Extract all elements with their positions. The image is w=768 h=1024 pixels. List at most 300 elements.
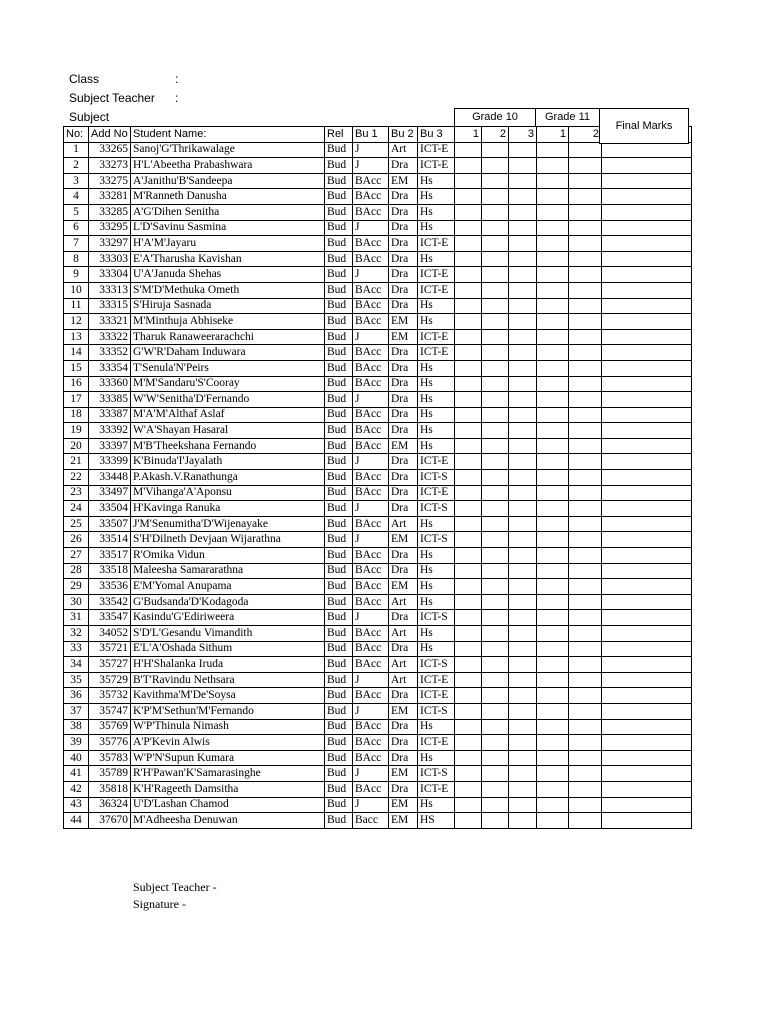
mark-cell[interactable] (455, 314, 482, 330)
mark-cell[interactable] (455, 813, 482, 829)
mark-cell[interactable] (569, 392, 602, 408)
row-bu3: Hs (418, 392, 455, 408)
mark-cell[interactable] (509, 142, 537, 158)
final-mark-cell[interactable] (602, 282, 692, 298)
mark-cell[interactable] (455, 657, 482, 673)
row-bu2: EM (389, 173, 418, 189)
mark-cell[interactable] (509, 376, 537, 392)
mark-cell[interactable] (455, 610, 482, 626)
mark-cell[interactable] (482, 470, 509, 486)
mark-cell[interactable] (509, 797, 537, 813)
row-bu3: Hs (418, 563, 455, 579)
mark-cell[interactable] (569, 282, 602, 298)
mark-cell[interactable] (509, 532, 537, 548)
mark-cell[interactable] (455, 750, 482, 766)
mark-cell[interactable] (455, 189, 482, 205)
col-g11-term2: 2 (569, 127, 602, 143)
mark-cell[interactable] (455, 267, 482, 283)
final-mark-cell[interactable] (602, 563, 692, 579)
mark-cell[interactable] (509, 251, 537, 267)
row-bu3: ICT-S (418, 610, 455, 626)
final-mark-cell[interactable] (602, 329, 692, 345)
mark-cell[interactable] (569, 142, 602, 158)
row-rel: Bud (325, 251, 353, 267)
mark-cell[interactable] (537, 657, 569, 673)
mark-cell[interactable] (455, 329, 482, 345)
mark-cell[interactable] (569, 360, 602, 376)
mark-cell[interactable] (537, 813, 569, 829)
mark-cell[interactable] (509, 548, 537, 564)
mark-cell[interactable] (569, 516, 602, 532)
mark-cell[interactable] (509, 501, 537, 517)
mark-cell[interactable] (509, 267, 537, 283)
mark-cell[interactable] (509, 189, 537, 205)
final-mark-cell[interactable] (602, 220, 692, 236)
final-mark-cell[interactable] (602, 797, 692, 813)
row-student-name: T'Senula'N'Peirs (131, 360, 325, 376)
mark-cell[interactable] (537, 672, 569, 688)
mark-cell[interactable] (482, 516, 509, 532)
row-bu3: ICT-E (418, 485, 455, 501)
mark-cell[interactable] (509, 298, 537, 314)
final-mark-cell[interactable] (602, 672, 692, 688)
mark-cell[interactable] (482, 797, 509, 813)
final-mark-cell[interactable] (602, 626, 692, 642)
mark-cell[interactable] (569, 797, 602, 813)
final-mark-cell[interactable] (602, 485, 692, 501)
final-mark-cell[interactable] (602, 173, 692, 189)
mark-cell[interactable] (455, 204, 482, 220)
mark-cell[interactable] (537, 314, 569, 330)
mark-cell[interactable] (482, 735, 509, 751)
mark-cell[interactable] (537, 298, 569, 314)
mark-cell[interactable] (455, 438, 482, 454)
mark-cell[interactable] (509, 392, 537, 408)
final-mark-cell[interactable] (602, 407, 692, 423)
mark-cell[interactable] (509, 454, 537, 470)
mark-cell[interactable] (537, 610, 569, 626)
mark-cell[interactable] (482, 236, 509, 252)
mark-cell[interactable] (455, 735, 482, 751)
mark-cell[interactable] (569, 173, 602, 189)
mark-cell[interactable] (482, 454, 509, 470)
mark-cell[interactable] (537, 423, 569, 439)
final-mark-cell[interactable] (602, 438, 692, 454)
mark-cell[interactable] (509, 329, 537, 345)
mark-cell[interactable] (455, 626, 482, 642)
mark-cell[interactable] (509, 345, 537, 361)
mark-cell[interactable] (482, 641, 509, 657)
mark-cell[interactable] (569, 781, 602, 797)
row-no: 43 (64, 797, 89, 813)
row-bu3: Hs (418, 438, 455, 454)
row-bu1: BAcc (353, 423, 389, 439)
mark-cell[interactable] (482, 781, 509, 797)
mark-cell[interactable] (455, 236, 482, 252)
mark-cell[interactable] (455, 501, 482, 517)
mark-cell[interactable] (569, 251, 602, 267)
row-bu3: ICT-E (418, 781, 455, 797)
mark-cell[interactable] (509, 688, 537, 704)
table-row (64, 532, 692, 548)
mark-cell[interactable] (482, 579, 509, 595)
final-mark-cell[interactable] (602, 813, 692, 829)
mark-cell[interactable] (537, 236, 569, 252)
row-bu2: Dra (389, 750, 418, 766)
final-mark-cell[interactable] (602, 454, 692, 470)
mark-cell[interactable] (537, 719, 569, 735)
row-bu3: ICT-E (418, 158, 455, 174)
mark-cell[interactable] (537, 454, 569, 470)
mark-cell[interactable] (509, 282, 537, 298)
row-no: 23 (64, 485, 89, 501)
mark-cell[interactable] (482, 766, 509, 782)
mark-cell[interactable] (569, 267, 602, 283)
mark-cell[interactable] (569, 532, 602, 548)
mark-cell[interactable] (482, 360, 509, 376)
mark-cell[interactable] (482, 594, 509, 610)
final-mark-cell[interactable] (602, 657, 692, 673)
row-add-no: 35776 (89, 735, 131, 751)
final-mark-cell[interactable] (602, 735, 692, 751)
mark-cell[interactable] (482, 501, 509, 517)
mark-cell[interactable] (569, 563, 602, 579)
mark-cell[interactable] (455, 407, 482, 423)
mark-cell[interactable] (569, 314, 602, 330)
mark-cell[interactable] (509, 314, 537, 330)
mark-cell[interactable] (537, 641, 569, 657)
mark-cell[interactable] (509, 470, 537, 486)
mark-cell[interactable] (569, 579, 602, 595)
mark-cell[interactable] (455, 282, 482, 298)
mark-cell[interactable] (455, 641, 482, 657)
mark-cell[interactable] (537, 329, 569, 345)
mark-cell[interactable] (455, 563, 482, 579)
mark-cell[interactable] (569, 158, 602, 174)
mark-cell[interactable] (569, 813, 602, 829)
mark-cell[interactable] (569, 766, 602, 782)
mark-cell[interactable] (509, 220, 537, 236)
mark-cell[interactable] (455, 516, 482, 532)
final-mark-cell[interactable] (602, 610, 692, 626)
mark-cell[interactable] (482, 672, 509, 688)
final-mark-cell[interactable] (602, 142, 692, 158)
mark-cell[interactable] (482, 485, 509, 501)
mark-cell[interactable] (537, 438, 569, 454)
mark-cell[interactable] (569, 735, 602, 751)
mark-cell[interactable] (482, 298, 509, 314)
mark-cell[interactable] (455, 719, 482, 735)
final-mark-cell[interactable] (602, 158, 692, 174)
mark-cell[interactable] (482, 173, 509, 189)
row-bu2: Dra (389, 392, 418, 408)
mark-cell[interactable] (537, 189, 569, 205)
mark-cell[interactable] (569, 548, 602, 564)
mark-cell[interactable] (569, 610, 602, 626)
mark-cell[interactable] (537, 173, 569, 189)
mark-cell[interactable] (569, 688, 602, 704)
mark-cell[interactable] (569, 750, 602, 766)
mark-cell[interactable] (482, 220, 509, 236)
mark-cell[interactable] (537, 360, 569, 376)
mark-cell[interactable] (482, 813, 509, 829)
mark-cell[interactable] (509, 781, 537, 797)
mark-cell[interactable] (569, 454, 602, 470)
mark-cell[interactable] (482, 376, 509, 392)
mark-cell[interactable] (537, 142, 569, 158)
mark-cell[interactable] (569, 376, 602, 392)
final-mark-cell[interactable] (602, 392, 692, 408)
row-bu1: BAcc (353, 735, 389, 751)
mark-cell[interactable] (455, 579, 482, 595)
mark-cell[interactable] (482, 158, 509, 174)
mark-cell[interactable] (537, 376, 569, 392)
final-mark-cell[interactable] (602, 548, 692, 564)
mark-cell[interactable] (569, 626, 602, 642)
table-row (64, 610, 692, 626)
mark-cell[interactable] (482, 392, 509, 408)
mark-cell[interactable] (537, 688, 569, 704)
mark-cell[interactable] (569, 501, 602, 517)
row-bu1: J (353, 703, 389, 719)
mark-cell[interactable] (509, 813, 537, 829)
mark-cell[interactable] (509, 672, 537, 688)
mark-cell[interactable] (509, 719, 537, 735)
table-row (64, 438, 692, 454)
mark-cell[interactable] (482, 282, 509, 298)
row-add-no: 33275 (89, 173, 131, 189)
mark-cell[interactable] (537, 750, 569, 766)
final-mark-cell[interactable] (602, 298, 692, 314)
mark-cell[interactable] (569, 204, 602, 220)
mark-cell[interactable] (455, 532, 482, 548)
mark-cell[interactable] (509, 563, 537, 579)
mark-cell[interactable] (537, 470, 569, 486)
final-mark-cell[interactable] (602, 189, 692, 205)
mark-cell[interactable] (482, 438, 509, 454)
row-bu2: Dra (389, 719, 418, 735)
final-mark-cell[interactable] (602, 750, 692, 766)
mark-cell[interactable] (482, 657, 509, 673)
final-mark-cell[interactable] (602, 345, 692, 361)
mark-cell[interactable] (455, 392, 482, 408)
mark-cell[interactable] (569, 594, 602, 610)
mark-cell[interactable] (537, 548, 569, 564)
mark-cell[interactable] (537, 626, 569, 642)
final-mark-cell[interactable] (602, 470, 692, 486)
row-bu1: J (353, 454, 389, 470)
mark-cell[interactable] (482, 610, 509, 626)
mark-cell[interactable] (537, 392, 569, 408)
final-mark-cell[interactable] (602, 423, 692, 439)
mark-cell[interactable] (482, 532, 509, 548)
mark-cell[interactable] (537, 735, 569, 751)
final-mark-cell[interactable] (602, 376, 692, 392)
mark-cell[interactable] (509, 236, 537, 252)
mark-cell[interactable] (509, 750, 537, 766)
mark-cell[interactable] (482, 626, 509, 642)
mark-cell[interactable] (509, 485, 537, 501)
mark-cell[interactable] (537, 797, 569, 813)
mark-cell[interactable] (509, 641, 537, 657)
mark-cell[interactable] (569, 641, 602, 657)
mark-cell[interactable] (569, 298, 602, 314)
mark-cell[interactable] (509, 360, 537, 376)
mark-cell[interactable] (482, 345, 509, 361)
final-mark-cell[interactable] (602, 501, 692, 517)
final-mark-cell[interactable] (602, 360, 692, 376)
mark-cell[interactable] (482, 750, 509, 766)
mark-cell[interactable] (509, 657, 537, 673)
mark-cell[interactable] (455, 672, 482, 688)
mark-cell[interactable] (509, 766, 537, 782)
final-mark-cell[interactable] (602, 688, 692, 704)
mark-cell[interactable] (537, 766, 569, 782)
mark-cell[interactable] (455, 376, 482, 392)
mark-cell[interactable] (455, 360, 482, 376)
row-bu2: Dra (389, 454, 418, 470)
row-no: 19 (64, 423, 89, 439)
mark-cell[interactable] (569, 329, 602, 345)
mark-cell[interactable] (537, 407, 569, 423)
mark-cell[interactable] (455, 766, 482, 782)
mark-cell[interactable] (509, 703, 537, 719)
row-add-no: 33507 (89, 516, 131, 532)
final-mark-cell[interactable] (602, 516, 692, 532)
mark-cell[interactable] (569, 470, 602, 486)
final-mark-cell[interactable] (602, 204, 692, 220)
mark-cell[interactable] (482, 267, 509, 283)
mark-cell[interactable] (569, 438, 602, 454)
row-student-name: Maleesha Samararathna (131, 563, 325, 579)
mark-cell[interactable] (569, 672, 602, 688)
mark-cell[interactable] (482, 423, 509, 439)
final-mark-cell[interactable] (602, 781, 692, 797)
mark-cell[interactable] (537, 781, 569, 797)
mark-cell[interactable] (455, 594, 482, 610)
mark-cell[interactable] (537, 251, 569, 267)
mark-cell[interactable] (537, 516, 569, 532)
final-mark-cell[interactable] (602, 314, 692, 330)
mark-cell[interactable] (482, 314, 509, 330)
mark-cell[interactable] (455, 220, 482, 236)
mark-cell[interactable] (482, 719, 509, 735)
mark-cell[interactable] (455, 158, 482, 174)
mark-cell[interactable] (509, 407, 537, 423)
mark-cell[interactable] (509, 158, 537, 174)
mark-cell[interactable] (569, 189, 602, 205)
row-bu1: BAcc (353, 548, 389, 564)
mark-cell[interactable] (537, 579, 569, 595)
mark-cell[interactable] (482, 548, 509, 564)
mark-cell[interactable] (455, 470, 482, 486)
mark-cell[interactable] (537, 282, 569, 298)
mark-cell[interactable] (509, 610, 537, 626)
mark-cell[interactable] (455, 485, 482, 501)
mark-cell[interactable] (509, 735, 537, 751)
mark-cell[interactable] (509, 626, 537, 642)
final-mark-cell[interactable] (602, 641, 692, 657)
mark-cell[interactable] (537, 501, 569, 517)
mark-cell[interactable] (482, 204, 509, 220)
mark-cell[interactable] (569, 407, 602, 423)
mark-cell[interactable] (455, 703, 482, 719)
mark-cell[interactable] (569, 485, 602, 501)
row-add-no: 33360 (89, 376, 131, 392)
mark-cell[interactable] (509, 579, 537, 595)
mark-cell[interactable] (482, 142, 509, 158)
mark-cell[interactable] (455, 797, 482, 813)
row-student-name: U'A'Januda Shehas (131, 267, 325, 283)
mark-cell[interactable] (455, 454, 482, 470)
mark-cell[interactable] (455, 781, 482, 797)
mark-cell[interactable] (509, 516, 537, 532)
final-mark-cell[interactable] (602, 719, 692, 735)
mark-cell[interactable] (569, 657, 602, 673)
row-bu2: EM (389, 766, 418, 782)
mark-cell[interactable] (509, 173, 537, 189)
mark-cell[interactable] (537, 345, 569, 361)
mark-cell[interactable] (455, 142, 482, 158)
mark-cell[interactable] (455, 251, 482, 267)
final-mark-cell[interactable] (602, 532, 692, 548)
final-mark-cell[interactable] (602, 251, 692, 267)
mark-cell[interactable] (482, 251, 509, 267)
mark-cell[interactable] (482, 407, 509, 423)
mark-cell[interactable] (569, 345, 602, 361)
mark-cell[interactable] (537, 158, 569, 174)
mark-cell[interactable] (509, 204, 537, 220)
mark-cell[interactable] (509, 438, 537, 454)
mark-cell[interactable] (537, 485, 569, 501)
mark-cell[interactable] (482, 329, 509, 345)
mark-cell[interactable] (509, 594, 537, 610)
mark-cell[interactable] (509, 423, 537, 439)
mark-cell[interactable] (482, 703, 509, 719)
mark-cell[interactable] (569, 236, 602, 252)
mark-cell[interactable] (455, 688, 482, 704)
mark-cell[interactable] (455, 173, 482, 189)
final-mark-cell[interactable] (602, 236, 692, 252)
mark-cell[interactable] (455, 423, 482, 439)
mark-cell[interactable] (537, 204, 569, 220)
final-mark-cell[interactable] (602, 267, 692, 283)
mark-cell[interactable] (537, 220, 569, 236)
mark-cell[interactable] (537, 563, 569, 579)
row-bu2: Dra (389, 376, 418, 392)
mark-cell[interactable] (482, 189, 509, 205)
mark-cell[interactable] (482, 688, 509, 704)
mark-cell[interactable] (569, 719, 602, 735)
mark-cell[interactable] (537, 267, 569, 283)
row-rel: Bud (325, 781, 353, 797)
final-mark-cell[interactable] (602, 579, 692, 595)
mark-cell[interactable] (569, 220, 602, 236)
mark-cell[interactable] (569, 423, 602, 439)
mark-cell[interactable] (537, 532, 569, 548)
mark-cell[interactable] (569, 703, 602, 719)
mark-cell[interactable] (455, 548, 482, 564)
mark-cell[interactable] (537, 594, 569, 610)
mark-cell[interactable] (537, 703, 569, 719)
final-mark-cell[interactable] (602, 594, 692, 610)
final-mark-cell[interactable] (602, 703, 692, 719)
final-mark-cell[interactable] (602, 766, 692, 782)
row-no: 41 (64, 766, 89, 782)
mark-cell[interactable] (455, 345, 482, 361)
mark-cell[interactable] (455, 298, 482, 314)
mark-cell[interactable] (482, 563, 509, 579)
